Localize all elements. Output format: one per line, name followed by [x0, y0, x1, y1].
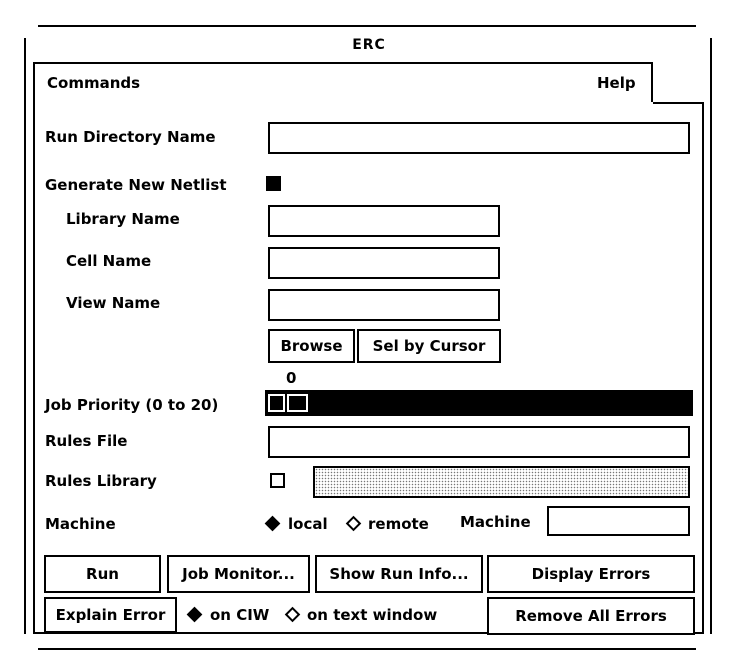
library-name-label: Library Name — [66, 210, 180, 228]
menu-commands[interactable]: Commands — [47, 74, 141, 92]
run-directory-label: Run Directory Name — [45, 128, 216, 146]
frame-right-edge — [710, 38, 712, 634]
output-ciw-label[interactable]: on CIW — [210, 606, 270, 624]
browse-button[interactable]: Browse — [268, 329, 355, 363]
job-priority-slider[interactable] — [265, 390, 693, 416]
form-panel-top-left — [33, 102, 35, 104]
machine-remote-label[interactable]: remote — [368, 515, 429, 533]
machine-host-field[interactable] — [547, 506, 690, 536]
remove-all-errors-button[interactable]: Remove All Errors — [487, 597, 695, 635]
view-name-label: View Name — [66, 294, 161, 312]
rules-file-field[interactable] — [268, 426, 690, 458]
run-directory-field[interactable] — [268, 122, 690, 154]
show-run-info-button[interactable]: Show Run Info... — [315, 555, 483, 593]
job-monitor-button[interactable]: Job Monitor... — [167, 555, 310, 593]
slider-decrement-handle[interactable] — [268, 394, 285, 412]
rules-library-label: Rules Library — [45, 472, 157, 490]
rules-library-checkbox[interactable] — [270, 473, 285, 488]
cell-name-field[interactable] — [268, 247, 500, 279]
job-priority-value: 0 — [286, 369, 297, 387]
library-name-field[interactable] — [268, 205, 500, 237]
window-title: ERC — [352, 37, 386, 53]
job-priority-label: Job Priority (0 to 20) — [45, 396, 219, 414]
rules-file-label: Rules File — [45, 432, 128, 450]
view-name-field[interactable] — [268, 289, 500, 321]
generate-netlist-label: Generate New Netlist — [45, 176, 227, 194]
rules-library-field-disabled — [313, 466, 690, 498]
output-text-window-label[interactable]: on text window — [307, 606, 438, 624]
menu-help[interactable]: Help — [597, 74, 636, 92]
cell-name-label: Cell Name — [66, 252, 152, 270]
machine-label: Machine — [45, 515, 116, 533]
form-panel-top-right — [653, 102, 704, 104]
explain-error-button[interactable]: Explain Error — [44, 597, 177, 633]
sel-by-cursor-button[interactable]: Sel by Cursor — [357, 329, 501, 363]
slider-thumb[interactable] — [287, 394, 308, 412]
display-errors-button[interactable]: Display Errors — [487, 555, 695, 593]
frame-top-rule — [38, 25, 696, 27]
frame-bottom-rule — [38, 648, 696, 650]
machine-local-label[interactable]: local — [288, 515, 328, 533]
generate-netlist-checkbox[interactable] — [266, 176, 281, 191]
menubar — [33, 62, 653, 102]
run-button[interactable]: Run — [44, 555, 161, 593]
machine-host-label: Machine — [460, 513, 531, 531]
frame-left-edge — [24, 38, 26, 634]
